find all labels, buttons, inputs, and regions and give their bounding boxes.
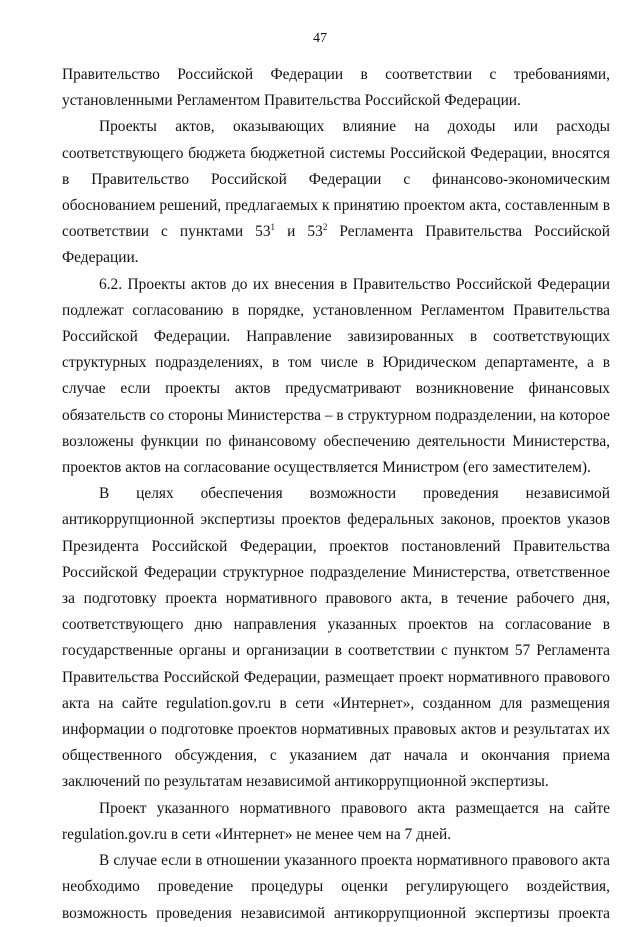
paragraph-5: Проект указанного нормативного правового акта размещается на сайте regulation.gov.ru в сети «Интернет» не менее чем на 7 дней. (62, 799, 610, 843)
document-body (62, 62, 610, 927)
paragraph-1: Правительство Российской Федерации в соответствии с требованиями, установленными Регламентом Правительства Российской Федерации. (62, 66, 610, 110)
paragraph-4: В целях обеспечения возможности проведения независимой антикоррупционной экспертизы проектов федеральных законов, проектов указов Президента Российской Федерации, проектов постановлений Правительства Российской Федерации структурное подразделение Министерства, ответственное за подготовку проекта нормативного правового акта, в течение рабочего дня, соответствующего дню направления указанных проектов на согласование в государственные органы и организации в соответствии с пунктом 57 Регламента Правительства Российской Федерации, размещает проект нормативного правового акта на сайте regulation.gov.ru в сети «Интернет», созданном для размещения информации о подготовке проектов нормативных правовых актов и результатах их общественного обсуждения, с указанием дат начала и окончания приема заключений по результатам независимой антикоррупционной экспертизы. (62, 485, 610, 791)
paragraph-6: В случае если в отношении указанного проекта нормативного правового акта необходимо проведение процедуры оценки регулирующего воздействия, возможность проведения независимой антикоррупционной экспертизы проекта (62, 852, 610, 922)
superscript-1: 1 (270, 222, 276, 233)
superscript-2: 2 (322, 222, 328, 233)
paragraph-2 (62, 114, 610, 271)
paragraph-2-mid: и 53 (275, 223, 323, 241)
paragraph-2-tail: Регламента Правительства Российской Федерации. (62, 223, 610, 267)
paragraph-3: 6.2. Проекты актов до их внесения в Правительство Российской Федерации подлежат согласованию в порядке, установленном Регламентом Правительства Российской Федерации. Направление завизированных в соответствующих структурных подразделениях, в том числе в Юридическом департаменте, а в случае если проекты актов предусматривают возникновение финансовых обязательств со стороны Министерства – в структурном подразделении, на которое возложены функции по финансовому обеспечению деятельности Министерства, проектов актов на согласование осуществляется Министром (его заместителем). (62, 275, 610, 477)
paragraph-2-text: Проекты актов, оказывающих влияние на доходы или расходы соответствующего бюджета бюджетной системы Российской Федерации, вносятся в Правительство Российской Федерации с финансово-экономическим обоснованием решений, предлагаемых к принятию проектом акта, составленным в соответствии с пунктами 53 (62, 118, 610, 241)
page-number: 47 (313, 31, 327, 46)
